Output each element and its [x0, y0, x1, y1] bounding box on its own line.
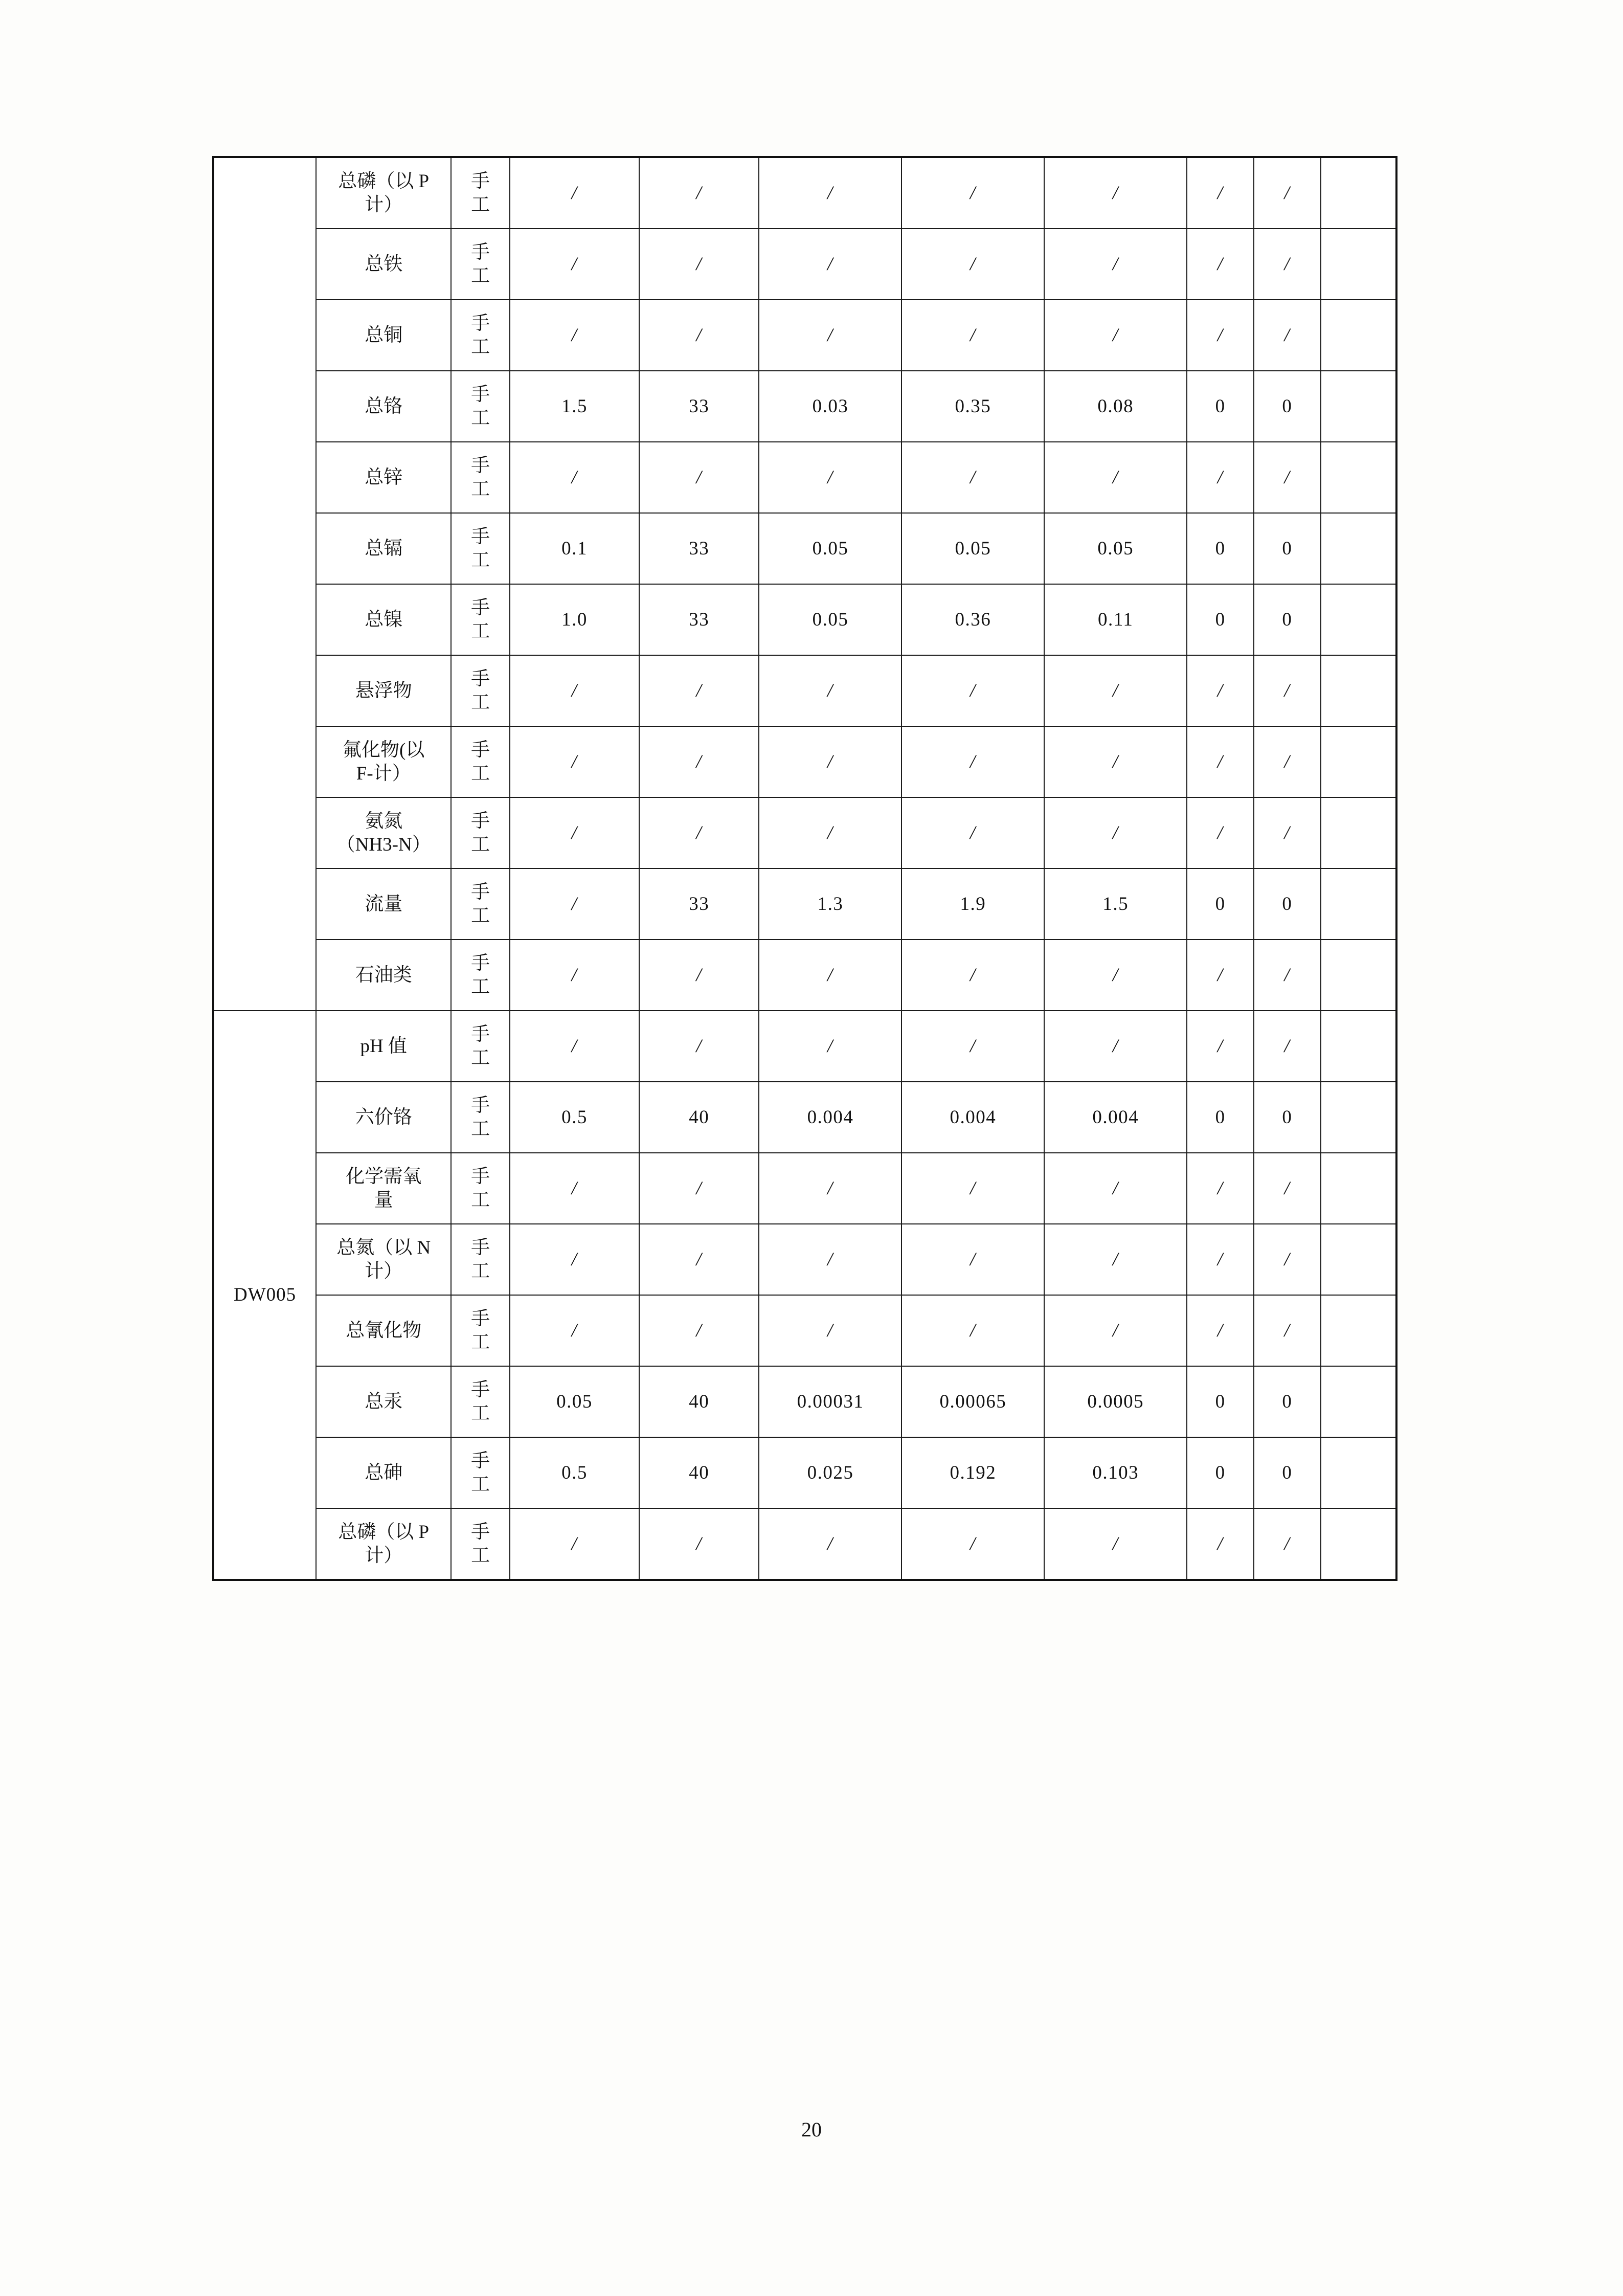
value-cell: /	[1187, 940, 1254, 1011]
parameter-name-cell	[316, 371, 451, 442]
site-code-cell: DW005	[213, 1011, 316, 1580]
value-cell: /	[1187, 1508, 1254, 1580]
method-char-top: 手	[471, 1522, 490, 1543]
value-cell: /	[759, 655, 901, 726]
measurement-method-cell	[451, 513, 510, 584]
value-cell: /	[1187, 1153, 1254, 1224]
value-cell: /	[1187, 1011, 1254, 1082]
method-char-top: 手	[471, 1166, 490, 1188]
value-cell: 33	[639, 513, 759, 584]
method-char-top: 手	[471, 1024, 490, 1045]
value-cell: 1.5	[1044, 868, 1187, 940]
measurement-method-cell	[451, 797, 510, 868]
parameter-line-1: 氟化物(以	[343, 740, 425, 761]
value-cell: /	[1187, 157, 1254, 229]
value-cell: 0	[1254, 1082, 1321, 1153]
method-char-bottom: 工	[471, 905, 490, 926]
value-cell: /	[1044, 1153, 1187, 1224]
method-char-top: 手	[471, 171, 490, 192]
table-row	[213, 1082, 1396, 1153]
value-cell: /	[1044, 1508, 1187, 1580]
table-row	[213, 513, 1396, 584]
value-cell: /	[1254, 229, 1321, 300]
parameter-line-1: 六价铬	[355, 1106, 412, 1128]
value-cell: /	[1254, 1508, 1321, 1580]
method-char-bottom: 工	[471, 478, 490, 500]
table-row	[213, 229, 1396, 300]
parameter-line-1: 流量	[365, 893, 403, 915]
table-row	[213, 371, 1396, 442]
site-code-cell	[213, 157, 316, 1011]
value-cell: /	[901, 726, 1044, 797]
method-char-top: 手	[471, 1451, 490, 1472]
value-cell: /	[1254, 1224, 1321, 1295]
parameter-line-2: 计）	[365, 1260, 403, 1282]
table-row	[213, 1437, 1396, 1508]
method-char-top: 手	[471, 953, 490, 974]
parameter-line-1: 总镉	[365, 538, 403, 559]
method-char-top: 手	[471, 313, 490, 335]
value-cell: /	[639, 1295, 759, 1366]
value-cell: /	[1044, 1011, 1187, 1082]
measurement-method-cell	[451, 1224, 510, 1295]
measurement-method-cell	[451, 1508, 510, 1580]
value-cell: /	[759, 442, 901, 513]
parameter-line-2: F-计）	[356, 763, 411, 784]
value-cell: /	[759, 1224, 901, 1295]
measurement-method-cell	[451, 1295, 510, 1366]
value-cell	[1321, 1082, 1396, 1153]
table-row	[213, 1366, 1396, 1437]
method-char-top: 手	[471, 1379, 490, 1401]
value-cell	[1321, 1437, 1396, 1508]
value-cell: /	[901, 1295, 1044, 1366]
value-cell	[1321, 371, 1396, 442]
table-row	[213, 1011, 1396, 1082]
value-cell: 0	[1254, 584, 1321, 655]
value-cell: /	[901, 1011, 1044, 1082]
parameter-name-cell	[316, 1437, 451, 1508]
value-cell: /	[1187, 229, 1254, 300]
value-cell: 0.05	[510, 1366, 639, 1437]
value-cell: /	[1187, 442, 1254, 513]
measurement-method-cell	[451, 940, 510, 1011]
value-cell: 0	[1187, 371, 1254, 442]
method-char-top: 手	[471, 882, 490, 903]
value-cell: /	[639, 157, 759, 229]
parameter-line-2: 量	[374, 1189, 393, 1211]
value-cell: /	[759, 1153, 901, 1224]
measurement-method-cell	[451, 868, 510, 940]
parameter-line-1: pH 值	[360, 1035, 407, 1057]
table-row	[213, 584, 1396, 655]
table-row	[213, 442, 1396, 513]
measurement-method-cell	[451, 1366, 510, 1437]
method-char-bottom: 工	[471, 1260, 490, 1282]
measurement-method-cell	[451, 1082, 510, 1153]
value-cell	[1321, 1366, 1396, 1437]
parameter-name-cell	[316, 1153, 451, 1224]
value-cell: 0	[1187, 513, 1254, 584]
value-cell: 0	[1187, 1437, 1254, 1508]
value-cell: /	[639, 1224, 759, 1295]
value-cell: /	[759, 940, 901, 1011]
parameter-line-1: 总锌	[365, 466, 403, 488]
method-char-top: 手	[471, 1308, 490, 1330]
method-char-bottom: 工	[471, 336, 490, 358]
value-cell: /	[1187, 726, 1254, 797]
value-cell	[1321, 229, 1396, 300]
method-char-bottom: 工	[471, 1189, 490, 1211]
parameter-line-1: 总氰化物	[346, 1320, 422, 1341]
value-cell: 0.00031	[759, 1366, 901, 1437]
value-cell: /	[1254, 726, 1321, 797]
value-cell: 0.004	[1044, 1082, 1187, 1153]
value-cell: /	[1044, 229, 1187, 300]
parameter-line-1: 悬浮物	[355, 680, 412, 701]
parameter-name-cell	[316, 300, 451, 371]
value-cell: /	[1044, 797, 1187, 868]
value-cell: 0.11	[1044, 584, 1187, 655]
value-cell: 0.05	[901, 513, 1044, 584]
parameter-name-cell	[316, 726, 451, 797]
table-row	[213, 1224, 1396, 1295]
value-cell: /	[639, 229, 759, 300]
value-cell: /	[1187, 1295, 1254, 1366]
value-cell: 40	[639, 1437, 759, 1508]
value-cell: /	[901, 157, 1044, 229]
value-cell: /	[1254, 1011, 1321, 1082]
value-cell: /	[639, 442, 759, 513]
value-cell: /	[1044, 157, 1187, 229]
method-char-bottom: 工	[471, 1402, 490, 1424]
value-cell: 0	[1254, 371, 1321, 442]
value-cell	[1321, 584, 1396, 655]
measurement-method-cell	[451, 1437, 510, 1508]
parameter-name-cell	[316, 584, 451, 655]
value-cell: 0	[1187, 868, 1254, 940]
parameter-line-1: 化学需氧	[346, 1166, 422, 1188]
method-char-bottom: 工	[471, 976, 490, 997]
value-cell: /	[901, 1153, 1044, 1224]
measurement-method-cell	[451, 726, 510, 797]
value-cell: 0	[1254, 1437, 1321, 1508]
value-cell: 0.5	[510, 1437, 639, 1508]
method-char-top: 手	[471, 242, 490, 263]
monitoring-data-table	[212, 156, 1397, 1581]
measurement-method-cell	[451, 229, 510, 300]
value-cell: 0	[1254, 868, 1321, 940]
value-cell: 40	[639, 1082, 759, 1153]
value-cell: /	[1254, 797, 1321, 868]
value-cell: /	[510, 1224, 639, 1295]
value-cell: /	[510, 1153, 639, 1224]
value-cell: /	[510, 300, 639, 371]
method-char-top: 手	[471, 1095, 490, 1117]
value-cell: 0	[1254, 1366, 1321, 1437]
table-row	[213, 655, 1396, 726]
value-cell: /	[639, 797, 759, 868]
value-cell: /	[1254, 157, 1321, 229]
value-cell	[1321, 1224, 1396, 1295]
parameter-line-1: 氨氮	[365, 811, 403, 832]
value-cell: /	[1254, 940, 1321, 1011]
measurement-method-cell	[451, 655, 510, 726]
value-cell: /	[1044, 300, 1187, 371]
method-char-top: 手	[471, 384, 490, 406]
value-cell: /	[1187, 1224, 1254, 1295]
method-char-bottom: 工	[471, 834, 490, 855]
method-char-bottom: 工	[471, 1545, 490, 1566]
value-cell: 1.9	[901, 868, 1044, 940]
value-cell: /	[510, 1011, 639, 1082]
value-cell: /	[639, 726, 759, 797]
value-cell: /	[759, 300, 901, 371]
value-cell: /	[510, 229, 639, 300]
value-cell: /	[901, 442, 1044, 513]
measurement-method-cell	[451, 1011, 510, 1082]
value-cell: /	[759, 1011, 901, 1082]
parameter-line-1: 总镍	[365, 609, 403, 630]
method-char-top: 手	[471, 455, 490, 477]
value-cell: 0.0005	[1044, 1366, 1187, 1437]
value-cell: /	[639, 1011, 759, 1082]
value-cell: /	[639, 655, 759, 726]
value-cell	[1321, 1153, 1396, 1224]
table-row	[213, 1508, 1396, 1580]
method-char-bottom: 工	[471, 1331, 490, 1353]
method-char-top: 手	[471, 526, 490, 548]
value-cell: /	[510, 1295, 639, 1366]
value-cell: /	[1044, 442, 1187, 513]
method-char-bottom: 工	[471, 620, 490, 642]
method-char-bottom: 工	[471, 692, 490, 713]
value-cell: /	[1044, 655, 1187, 726]
method-char-bottom: 工	[471, 1474, 490, 1495]
parameter-line-1: 总磷（以 P	[338, 171, 430, 192]
value-cell: /	[901, 300, 1044, 371]
value-cell	[1321, 726, 1396, 797]
value-cell: /	[510, 442, 639, 513]
value-cell: /	[639, 1153, 759, 1224]
value-cell: /	[901, 797, 1044, 868]
table-row	[213, 1153, 1396, 1224]
value-cell: 0.05	[759, 584, 901, 655]
measurement-method-cell	[451, 300, 510, 371]
value-cell	[1321, 442, 1396, 513]
value-cell: /	[759, 797, 901, 868]
parameter-line-1: 总铁	[365, 253, 403, 275]
value-cell	[1321, 940, 1396, 1011]
table-row	[213, 940, 1396, 1011]
value-cell: 0.36	[901, 584, 1044, 655]
parameter-name-cell	[316, 1082, 451, 1153]
table-body	[213, 157, 1396, 1580]
parameter-name-cell	[316, 940, 451, 1011]
value-cell: 0.004	[759, 1082, 901, 1153]
parameter-name-cell	[316, 1508, 451, 1580]
parameter-line-2: （NH3-N）	[336, 834, 431, 855]
value-cell: 0.004	[901, 1082, 1044, 1153]
value-cell: /	[1044, 1295, 1187, 1366]
parameter-name-cell	[316, 655, 451, 726]
value-cell: 0	[1187, 1366, 1254, 1437]
value-cell: /	[1254, 442, 1321, 513]
value-cell: /	[759, 229, 901, 300]
method-char-bottom: 工	[471, 265, 490, 286]
value-cell	[1321, 1295, 1396, 1366]
value-cell: 0.08	[1044, 371, 1187, 442]
value-cell: /	[510, 797, 639, 868]
value-cell: /	[1044, 726, 1187, 797]
parameter-line-2: 计）	[365, 194, 403, 215]
value-cell	[1321, 868, 1396, 940]
value-cell: /	[1254, 300, 1321, 371]
value-cell: 0.025	[759, 1437, 901, 1508]
value-cell: 0.103	[1044, 1437, 1187, 1508]
value-cell: 0.192	[901, 1437, 1044, 1508]
parameter-name-cell	[316, 229, 451, 300]
value-cell	[1321, 300, 1396, 371]
value-cell: /	[510, 655, 639, 726]
value-cell: /	[639, 300, 759, 371]
value-cell: 0.00065	[901, 1366, 1044, 1437]
value-cell: /	[1254, 1153, 1321, 1224]
table-row	[213, 726, 1396, 797]
parameter-name-cell	[316, 1224, 451, 1295]
value-cell	[1321, 513, 1396, 584]
parameter-line-1: 总砷	[365, 1462, 403, 1483]
method-char-top: 手	[471, 811, 490, 832]
parameter-line-2: 计）	[365, 1545, 403, 1566]
method-char-bottom: 工	[471, 194, 490, 215]
parameter-name-cell	[316, 797, 451, 868]
value-cell: 0.35	[901, 371, 1044, 442]
value-cell: /	[1187, 655, 1254, 726]
value-cell: /	[510, 157, 639, 229]
value-cell: /	[759, 726, 901, 797]
value-cell: 33	[639, 584, 759, 655]
value-cell: 1.0	[510, 584, 639, 655]
value-cell: /	[1044, 940, 1187, 1011]
table-row	[213, 300, 1396, 371]
value-cell	[1321, 1508, 1396, 1580]
parameter-line-1: 总氮（以 N	[336, 1237, 431, 1259]
value-cell: /	[1254, 655, 1321, 726]
method-char-bottom: 工	[471, 407, 490, 429]
value-cell: /	[1254, 1295, 1321, 1366]
parameter-line-1: 总磷（以 P	[338, 1522, 430, 1543]
method-char-bottom: 工	[471, 1047, 490, 1068]
value-cell: /	[510, 940, 639, 1011]
value-cell: /	[901, 229, 1044, 300]
value-cell: 0.05	[1044, 513, 1187, 584]
value-cell: 1.3	[759, 868, 901, 940]
parameter-line-1: 石油类	[355, 964, 412, 986]
value-cell: /	[1044, 1224, 1187, 1295]
value-cell: /	[639, 940, 759, 1011]
value-cell	[1321, 655, 1396, 726]
value-cell: 0	[1187, 584, 1254, 655]
method-char-top: 手	[471, 1237, 490, 1259]
monitoring-data-table-container	[212, 156, 1397, 1581]
parameter-name-cell	[316, 1011, 451, 1082]
value-cell: /	[510, 868, 639, 940]
measurement-method-cell	[451, 584, 510, 655]
value-cell: 1.5	[510, 371, 639, 442]
value-cell: /	[639, 1508, 759, 1580]
value-cell: 33	[639, 868, 759, 940]
table-row	[213, 1295, 1396, 1366]
value-cell: /	[759, 1295, 901, 1366]
value-cell: 40	[639, 1366, 759, 1437]
value-cell	[1321, 1011, 1396, 1082]
method-char-bottom: 工	[471, 549, 490, 571]
value-cell: /	[759, 1508, 901, 1580]
value-cell: 0	[1254, 513, 1321, 584]
parameter-line-1: 总铬	[365, 395, 403, 417]
table-row	[213, 157, 1396, 229]
value-cell: 0.05	[759, 513, 901, 584]
value-cell: 33	[639, 371, 759, 442]
measurement-method-cell	[451, 442, 510, 513]
method-char-top: 手	[471, 597, 490, 619]
value-cell: /	[901, 655, 1044, 726]
parameter-name-cell	[316, 1366, 451, 1437]
parameter-line-1: 总汞	[365, 1391, 403, 1412]
page-number: 20	[801, 2118, 822, 2141]
value-cell: 0.1	[510, 513, 639, 584]
value-cell: /	[901, 1508, 1044, 1580]
value-cell: /	[1187, 797, 1254, 868]
value-cell: /	[1187, 300, 1254, 371]
parameter-name-cell	[316, 157, 451, 229]
value-cell: /	[901, 940, 1044, 1011]
value-cell: 0.03	[759, 371, 901, 442]
value-cell: /	[510, 1508, 639, 1580]
value-cell	[1321, 157, 1396, 229]
method-char-top: 手	[471, 740, 490, 761]
value-cell: 0.5	[510, 1082, 639, 1153]
parameter-name-cell	[316, 513, 451, 584]
measurement-method-cell	[451, 371, 510, 442]
method-char-bottom: 工	[471, 1118, 490, 1140]
parameter-name-cell	[316, 868, 451, 940]
parameter-name-cell	[316, 1295, 451, 1366]
value-cell	[1321, 797, 1396, 868]
method-char-top: 手	[471, 668, 490, 690]
value-cell: /	[759, 157, 901, 229]
table-row	[213, 868, 1396, 940]
method-char-bottom: 工	[471, 763, 490, 784]
parameter-name-cell	[316, 442, 451, 513]
value-cell: /	[901, 1224, 1044, 1295]
parameter-line-1: 总铜	[365, 324, 403, 346]
measurement-method-cell	[451, 157, 510, 229]
measurement-method-cell	[451, 1153, 510, 1224]
table-row	[213, 797, 1396, 868]
value-cell: 0	[1187, 1082, 1254, 1153]
value-cell: /	[510, 726, 639, 797]
